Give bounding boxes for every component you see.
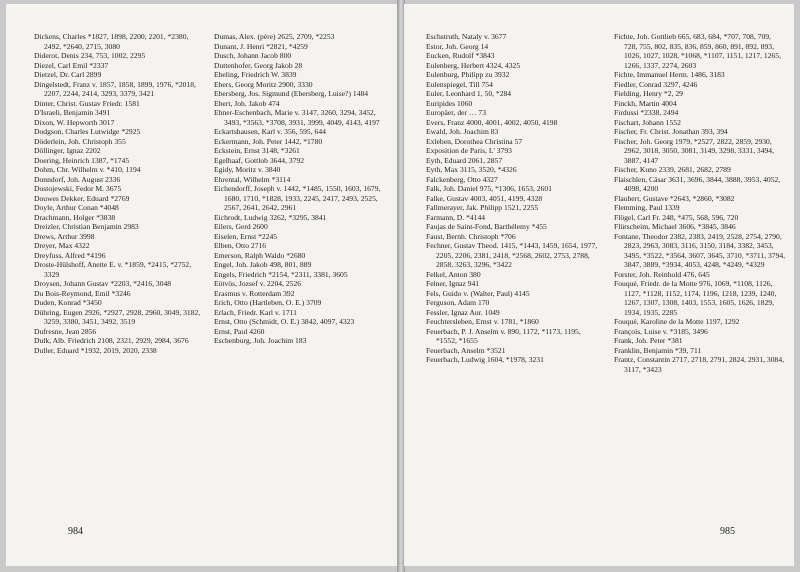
index-entry: Euripides 1060: [426, 98, 473, 108]
index-entry: Egidy, Moritz v. 3840: [214, 165, 281, 174]
index-entry: Duller, Eduard *1932, 2019, 2020, 2338: [34, 345, 157, 355]
index-entry: Döderlein, Joh. Christoph 355: [34, 136, 126, 146]
index-entry: Döllinger, Ignaz 2202: [34, 146, 101, 155]
index-entry: Ebeling, Friedrich W. 3839: [214, 70, 297, 79]
index-entry: Dreyer, Max 4322: [34, 241, 90, 250]
index-entry: Eyth, Max 3115, 3520, *4326: [426, 165, 517, 174]
index-entry: Eucken, Rudolf *3843: [426, 51, 495, 60]
index-entry: Fessler, Ignaz Aur. 1049: [426, 307, 500, 317]
index-column: [614, 32, 786, 374]
index-entry: Exleben, Dorothea Christina 57: [426, 136, 523, 146]
index-column: [426, 32, 602, 365]
index-entry: Fischer, Kuno 2339, 2681, 2682, 2789: [614, 165, 731, 174]
index-entry: Ebers, Georg Moritz 2900, 3330: [214, 79, 313, 89]
index-entry: Douwes Dekker, Eduard *2769: [34, 193, 130, 203]
index-entry: Faust, Bernh. Christoph *706: [426, 231, 516, 241]
index-entry: Eiselen, Ernst *2245: [214, 231, 278, 241]
index-entry: Droysen, Johann Gustav *2203, *2416, 3048: [34, 279, 172, 288]
index-entry: Fischart, Johann 1552: [614, 117, 681, 127]
index-entry: Fouqué, Karoline de la Motte 1197, 1292: [614, 317, 740, 326]
index-entry: Eckartshausen, Karl v. 356, 595, 644: [214, 127, 326, 136]
index-entry: Felkel, Anton 380: [426, 269, 481, 279]
index-entry: Dickens, Charles *1827, 1898, 2200, 2201, *2380, 2492, *2640, 2715, 3080: [34, 32, 189, 51]
index-entry: Forster, Joh. Reinhold 476, 645: [614, 269, 710, 279]
index-entry: Europäer, der … 73: [426, 108, 487, 117]
index-entry: Dumas, Alex. (père) 2625, 2709, *2253: [214, 32, 335, 41]
index-entry: Ebersberg, Jos. Sigmund (Ebersberg, Luise?) 1484: [214, 89, 369, 98]
right-page: [404, 4, 794, 566]
index-entry: Erasmus v. Rotterdam 392: [214, 288, 295, 298]
index-entry: Dühring, Eugen 2926, *2927, 2928, 2960, 3049, 3182, 3259, 3380, 3451, 3492, 3519: [34, 307, 201, 326]
index-entry: Falk, Joh. Daniel 975, *1306, 1653, 2601: [426, 184, 552, 193]
index-entry: Dunant, J. Henri *2821, *4259: [214, 41, 308, 51]
index-entry: Euler, Leonhard 1, 50, *284: [426, 89, 512, 98]
index-entry: Eichendorff, Joseph v. 1442, *1485, 1550, 1603, 1679, 1680, 1710, *1828, 1933, 2245, 2417, 2493, 2525, 2567, 2641, 2642, 2961: [214, 184, 381, 212]
index-entry: Fouqué, Friedr. de la Motte 976, 1069, *1108, 1126, 1127, *1128, 1152, 1174, 1196, 1218, 1239, 1240, 1267, 1307, 1308, 1403, 1553, 1605, 1626, 1829, 1934, 1935, 2285: [614, 279, 777, 317]
index-entry: Felner, Ignaz 941: [426, 279, 480, 288]
index-entry: Eckstein, Ernst 3148, *3261: [214, 146, 300, 155]
index-entry: Ernst, Paul 4260: [214, 326, 265, 336]
index-entry: Flaubert, Gustave *2643, *2860, *3082: [614, 193, 735, 203]
index-entry: Fichte, Immanuel Herm. 1486, 3183: [614, 70, 725, 79]
index-entry: Emerson, Ralph Waldo *2680: [214, 250, 306, 260]
index-entry: Dreizler, Christian Benjamin 2983: [34, 222, 139, 231]
index-entry: Drews, Arthur 3998: [34, 231, 95, 241]
index-entry: Duden, Konrad *3450: [34, 298, 102, 307]
index-entry: Dodgson, Charles Lutwidge *2925: [34, 127, 141, 136]
index-entry: Flürscheim, Michael 3606, *3845, 3846: [614, 222, 736, 231]
index-entry: Donndorf, Joh. August 2336: [34, 174, 121, 184]
index-entry: Fiedler, Conrad 3297, 4246: [614, 79, 698, 89]
index-entry: Firdussi *2338, 2494: [614, 108, 679, 117]
index-entry: Dietzel, Dr. Carl 2899: [34, 70, 102, 79]
index-entry: Dulk, Alb. Friedrich 2108, 2321, 2929, 2984, 3676: [34, 336, 189, 345]
index-entry: Flaischlen, Cäsar 3631, 3696, 3844, 3888, 3953, 4052, 4098, 4200: [614, 174, 781, 193]
index-entry: Feuchtersleben, Ernst v. 1781, *1860: [426, 317, 539, 326]
index-entry: Flögel, Carl Fr. 248, *475, 568, 596, 720: [614, 212, 739, 222]
index-entry: Fichte, Joh. Gottlieb 665, 683, 684, *707, 708, 709, 728, 755, 802, 835, 836, 859, 860, 891, 892, 893, 1026, 1027, 1028, *1068, *1107, 1151, 1217, 1265, 1266, 1337, 2274, 2603: [614, 32, 782, 70]
index-entry: Ebert, Joh. Jakob 474: [214, 98, 280, 108]
index-entry: Elben, Otto 2716: [214, 241, 267, 250]
index-entry: Farmann, D. *4144: [426, 212, 486, 222]
index-entry: Ernst, Otto (Schmidt, O. E.) 3842, 4097, 4323: [214, 317, 355, 326]
left-page: [6, 4, 398, 566]
index-entry: Fechner, Gustav Theod. 1415, *1443, 1459, 1654, 1977, 2205, 2206, 2381, 2418, *2568, 2602, 2753, 2788, 2858, 3263, 3296, *3422: [426, 241, 598, 269]
index-entry: Eyth, Eduard 2061, 2857: [426, 155, 503, 165]
index-entry: Dreyfuss, Alfred *4196: [34, 250, 106, 260]
index-entry: Doyle, Arthur Conan *4048: [34, 203, 119, 212]
index-entry: Dinter, Christ. Gustav Friedr. 1581: [34, 98, 140, 108]
index-entry: Fielding, Henry *2, 29: [614, 89, 683, 98]
page-number: 985: [720, 526, 735, 537]
index-entry: Eulenburg, Philipp zu 3932: [426, 70, 510, 79]
index-column: [34, 32, 206, 355]
index-entry: Eckermann, Joh. Peter 1442, *1780: [214, 136, 323, 146]
index-entry: Engel, Joh. Jakob 498, 801, 889: [214, 260, 312, 269]
index-entry: Erlach, Friedr. Karl v. 1711: [214, 307, 297, 317]
index-entry: Fels, Guido v. (Walter, Paul) 4145: [426, 288, 530, 298]
index-entry: Eschenburg, Joh. Joachim 183: [214, 336, 307, 345]
index-entry: Frank, Joh. Peter *381: [614, 336, 683, 345]
index-entry: Dingelstedt, Franz v. 1857, 1858, 1899, 1976, *2018, 2207, 2244, 2414, 3293, 3379, 3421: [34, 79, 196, 98]
index-entry: Doering, Heinrich 1387, *1745: [34, 155, 130, 165]
index-entry: D'Israeli, Benjamin 3491: [34, 108, 111, 117]
index-entry: Erich, Otto (Hartleben, O. E.) 3709: [214, 298, 322, 307]
index-entry: Dusch, Johann Jacob 800: [214, 51, 292, 60]
index-entry: Droste-Hülshoff, Anette E. v. *1859, *2415, *2752, 3329: [34, 260, 192, 279]
index-entry: Diezel, Carl Emil *2337: [34, 60, 109, 70]
index-entry: Feuerbach, P. J. Anselm v. 890, 1172, *1173, 1195, *1552, *1655: [426, 326, 581, 345]
page-number: 984: [68, 526, 83, 537]
index-entry: Falke, Gustav 4003, 4051, 4199, 4328: [426, 193, 543, 203]
index-entry: Ehrental, Wilhelm *3114: [214, 174, 291, 184]
index-entry: Frantz, Constantin 2717, 2718, 2791, 2824, 2931, 3084, 3117, *3423: [614, 355, 785, 374]
index-entry: Dixon, W. Hepworth 3017: [34, 117, 115, 127]
index-entry: Finckh, Martin 4004: [614, 98, 677, 108]
index-entry: Eulenberg, Herbert 4324, 4325: [426, 60, 521, 70]
index-entry: Fontane, Theodor 2382, 2383, 2419, 2528, 2754, 2790, 2823, 2963, 3083, 3116, 3150, 3184, 3382, 3453, 3495, *3522, *3564, 3607, 3645, 3710, *3711, 3794, 3847, 3889, *3934, 4053, 4248, *4249, *4329: [614, 231, 786, 269]
index-entry: Dostojewski, Fedor M. 3675: [34, 184, 122, 193]
index-entry: Drachmann, Holger *3838: [34, 212, 116, 222]
index-entry: Faujas de Saint-Fond, Barthélemy *455: [426, 222, 547, 231]
index-entry: Flemming, Paul 1339: [614, 203, 680, 212]
index-entry: Evers, Franz 4000, 4001, 4002, 4050, 4198: [426, 117, 558, 127]
index-entry: Duttenhofer, Georg Jakob 28: [214, 60, 303, 70]
index-entry: Du Bois-Reymond, Emil *3246: [34, 288, 131, 298]
index-entry: Dohm, Chr. Wilhelm v. *410, 1194: [34, 165, 141, 174]
index-entry: Exposition de Paris, L' 3793: [426, 146, 512, 155]
index-entry: Eötvös, Jozsef v. 2204, 2526: [214, 279, 302, 288]
index-entry: Eilers, Gerd 2600: [214, 222, 268, 231]
index-entry: Eichrodt, Ludwig 3262, *3295, 3841: [214, 212, 327, 222]
index-entry: Estor, Joh. Georg 14: [426, 41, 489, 51]
index-entry: Dufresne, Jean 2856: [34, 326, 97, 336]
index-entry: Eschstruth, Nataly v. 3677: [426, 32, 507, 41]
index-entry: Franklin, Benjamin *39, 711: [614, 345, 702, 355]
index-entry: Egelhaaf, Gottlob 3644, 3792: [214, 155, 305, 165]
index-entry: Diderot, Denis 234, 753, 1002, 2295: [34, 51, 146, 60]
index-entry: Ewald, Joh. Joachim 83: [426, 127, 499, 136]
index-entry: Fischer, Fr. Christ. Jonathan 393, 394: [614, 127, 728, 136]
index-entry: Feuerbach, Anselm *3521: [426, 345, 506, 355]
index-entry: Feuerbach, Ludwig 1604, *1978, 3231: [426, 355, 544, 364]
index-entry: Ebner-Eschenbach, Marie v. 3147, 3260, 3294, 3452, 3493, *3563, *3708, 3931, 3999, 4049, 4143, 4197: [214, 108, 380, 127]
index-entry: Fischer, Joh. Georg 1979, *2527, 2822, 2859, 2930, 2962, 3018, 3050, 3081, 3149, 3298, 3331, 3494, 3887, 4147: [614, 136, 774, 165]
index-entry: Ferguson, Adam 170: [426, 298, 490, 307]
index-entry: Falckenberg, Otto 4327: [426, 174, 498, 184]
index-column: [214, 32, 392, 346]
index-entry: Eulenspiegel, Till 754: [426, 79, 493, 89]
index-entry: François, Luise v. *3185, 3496: [614, 326, 708, 336]
index-entry: Fallmerayer, Jak. Philipp 1521, 2255: [426, 203, 539, 212]
index-entry: Engels, Friedrich *2154, *2311, 3381, 3605: [214, 269, 348, 279]
